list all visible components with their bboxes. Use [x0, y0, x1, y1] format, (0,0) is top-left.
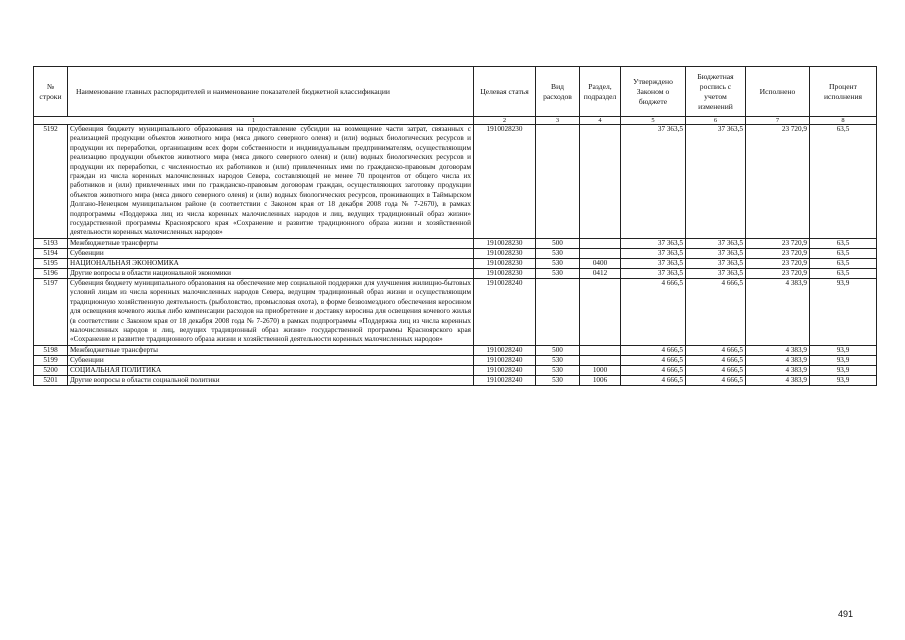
executed-amount: 4 383,9	[746, 278, 810, 345]
execution-percent: 93,9	[810, 375, 877, 385]
target-article: 1910028230	[474, 125, 536, 239]
executed-amount: 4 383,9	[746, 365, 810, 375]
schedule-amount: 37 363,5	[686, 125, 746, 239]
column-number: 5	[621, 117, 686, 125]
approved-amount: 37 363,5	[621, 238, 686, 248]
section-code	[580, 248, 621, 258]
table-row	[34, 238, 877, 248]
table-row	[34, 375, 877, 385]
header-budget-schedule: Бюджетная роспись с учетом изменений	[686, 67, 746, 117]
column-number: 7	[746, 117, 810, 125]
approved-amount: 4 666,5	[621, 375, 686, 385]
row-number: 5194	[34, 248, 68, 258]
budget-execution-table	[33, 66, 877, 386]
execution-percent: 63,5	[810, 125, 877, 239]
schedule-amount: 4 666,5	[686, 355, 746, 365]
schedule-amount: 37 363,5	[686, 238, 746, 248]
section-code	[580, 125, 621, 239]
table-row	[34, 355, 877, 365]
schedule-amount: 4 666,5	[686, 365, 746, 375]
executed-amount: 4 383,9	[746, 375, 810, 385]
executed-amount: 23 720,9	[746, 125, 810, 239]
expense-type	[536, 125, 580, 239]
row-number: 5198	[34, 345, 68, 355]
header-executed: Исполнено	[746, 67, 810, 117]
table-row	[34, 278, 877, 345]
table-header-row	[34, 67, 877, 117]
row-name: Субвенции	[68, 248, 474, 258]
approved-amount: 4 666,5	[621, 345, 686, 355]
row-name: НАЦИОНАЛЬНАЯ ЭКОНОМИКА	[68, 258, 474, 268]
executed-amount: 4 383,9	[746, 355, 810, 365]
row-number: 5200	[34, 365, 68, 375]
executed-amount: 4 383,9	[746, 345, 810, 355]
header-name: Наименование главных распорядителей и наименование показателей бюджетной классификации	[68, 67, 474, 117]
target-article: 1910028230	[474, 238, 536, 248]
target-article: 1910028240	[474, 345, 536, 355]
section-code: 1000	[580, 365, 621, 375]
column-number: 4	[580, 117, 621, 125]
section-code	[580, 238, 621, 248]
row-name: Субвенция бюджету муниципального образования на обеспечение мер социальной поддержки для улучшения жилищно-бытовых условий лицам из числа коренных малочисленных народов Севера, ведущим традиционный образ жизни и осуществляющим традиционную хозяйственную деятельность (рыболовство, промысловая охота), в форме безвозмездного обеспечения керосином для освещения кочевого жилья либо компенсации расходов на приобретение и доставку керосина для освещения кочевого жилья (в соответствии с Законом края от 18 декабря 2008 года № 7-2670) в рамках подпрограммы «Поддержка лиц из числа коренных малочисленных народов и лиц, ведущих традиционный образ жизни» государственной программы Красноярского края «Сохранение и развитие традиционного образа жизни и хозяйственной деятельности коренных малочисленных народов»	[68, 278, 474, 345]
row-name: Субвенция бюджету муниципального образования на предоставление субсидии на возмещение части затрат, связанных с реализацией продукции объектов животного мира (мяса дикого северного оленя) и (или) водных биологических ресурсов и продукции их переработки, организациям всех форм собственности и индивидуальным предпринимателям, осуществляющим реализацию продукции объектов животного мира (мяса дикого северного оленя) и (или) водных биологических ресурсов и продукции их переработки, с численностью их работников и (или) привлеченных ими по гражданско-правовым договорам граждан из числа коренных малочисленных народов Севера, составляющей не менее 70 процентов от общего числа их работников и (или) привлеченных ими по гражданско-правовым договорам граждан, осуществляющих заготовку продукции объектов животного мира (мяса дикого северного оленя) и (или) водных биологических ресурсов, проживающих в Таймырском Долгано-Ненецком муниципальном районе (в соответствии с Законом края от 18 декабря 2008 года № 7-2670), в рамках подпрограммы «Поддержка лиц из числа коренных малочисленных народов и лиц, ведущих традиционный образ жизни» государственной программы Красноярского края «Сохранение и развитие традиционного образа жизни и хозяйственной деятельности коренных малочисленных народов»	[68, 125, 474, 239]
row-name: Межбюджетные трансферты	[68, 238, 474, 248]
approved-amount: 37 363,5	[621, 258, 686, 268]
expense-type: 530	[536, 268, 580, 278]
table-row	[34, 345, 877, 355]
section-code: 0412	[580, 268, 621, 278]
target-article: 1910028240	[474, 278, 536, 345]
execution-percent: 93,9	[810, 278, 877, 345]
execution-percent: 93,9	[810, 345, 877, 355]
executed-amount: 23 720,9	[746, 268, 810, 278]
schedule-amount: 37 363,5	[686, 268, 746, 278]
row-number: 5199	[34, 355, 68, 365]
expense-type: 500	[536, 238, 580, 248]
column-number: 3	[536, 117, 580, 125]
executed-amount: 23 720,9	[746, 258, 810, 268]
section-code	[580, 355, 621, 365]
header-percent: Процент исполнения	[810, 67, 877, 117]
schedule-amount: 37 363,5	[686, 248, 746, 258]
column-number: 6	[686, 117, 746, 125]
row-number: 5197	[34, 278, 68, 345]
header-row-no: № строки	[34, 67, 68, 117]
section-code	[580, 345, 621, 355]
target-article: 1910028230	[474, 268, 536, 278]
table-row	[34, 365, 877, 375]
row-name: Субвенции	[68, 355, 474, 365]
execution-percent: 63,5	[810, 248, 877, 258]
section-code: 1006	[580, 375, 621, 385]
table-row	[34, 258, 877, 268]
section-code	[580, 278, 621, 345]
column-number: 1	[34, 117, 474, 125]
target-article: 1910028240	[474, 375, 536, 385]
column-number: 8	[810, 117, 877, 125]
header-target: Целевая статья	[474, 67, 536, 117]
column-number: 2	[474, 117, 536, 125]
section-code: 0400	[580, 258, 621, 268]
executed-amount: 23 720,9	[746, 238, 810, 248]
row-number: 5195	[34, 258, 68, 268]
execution-percent: 93,9	[810, 355, 877, 365]
header-expense-type: Вид расходов	[536, 67, 580, 117]
schedule-amount: 4 666,5	[686, 278, 746, 345]
row-name: Другие вопросы в области социальной политики	[68, 375, 474, 385]
row-name: СОЦИАЛЬНАЯ ПОЛИТИКА	[68, 365, 474, 375]
column-number-row	[34, 117, 877, 125]
header-approved: Утверждено Законом о бюджете	[621, 67, 686, 117]
row-number: 5201	[34, 375, 68, 385]
table-row	[34, 125, 877, 239]
expense-type: 530	[536, 248, 580, 258]
schedule-amount: 4 666,5	[686, 375, 746, 385]
expense-type: 530	[536, 365, 580, 375]
target-article: 1910028230	[474, 248, 536, 258]
schedule-amount: 4 666,5	[686, 345, 746, 355]
table-row	[34, 268, 877, 278]
approved-amount: 4 666,5	[621, 365, 686, 375]
approved-amount: 37 363,5	[621, 268, 686, 278]
expense-type: 530	[536, 258, 580, 268]
target-article: 1910028230	[474, 258, 536, 268]
execution-percent: 63,5	[810, 258, 877, 268]
approved-amount: 4 666,5	[621, 278, 686, 345]
row-name: Межбюджетные трансферты	[68, 345, 474, 355]
executed-amount: 23 720,9	[746, 248, 810, 258]
schedule-amount: 37 363,5	[686, 258, 746, 268]
execution-percent: 93,9	[810, 365, 877, 375]
target-article: 1910028240	[474, 365, 536, 375]
approved-amount: 37 363,5	[621, 125, 686, 239]
expense-type: 500	[536, 345, 580, 355]
approved-amount: 4 666,5	[621, 355, 686, 365]
target-article: 1910028240	[474, 355, 536, 365]
execution-percent: 63,5	[810, 238, 877, 248]
row-number: 5193	[34, 238, 68, 248]
row-number: 5192	[34, 125, 68, 239]
approved-amount: 37 363,5	[621, 248, 686, 258]
execution-percent: 63,5	[810, 268, 877, 278]
expense-type: 530	[536, 355, 580, 365]
row-name: Другие вопросы в области национальной экономики	[68, 268, 474, 278]
page-number: 491	[838, 609, 854, 619]
row-number: 5196	[34, 268, 68, 278]
table-row	[34, 248, 877, 258]
header-section: Раздел, подраздел	[580, 67, 621, 117]
expense-type: 530	[536, 375, 580, 385]
expense-type	[536, 278, 580, 345]
